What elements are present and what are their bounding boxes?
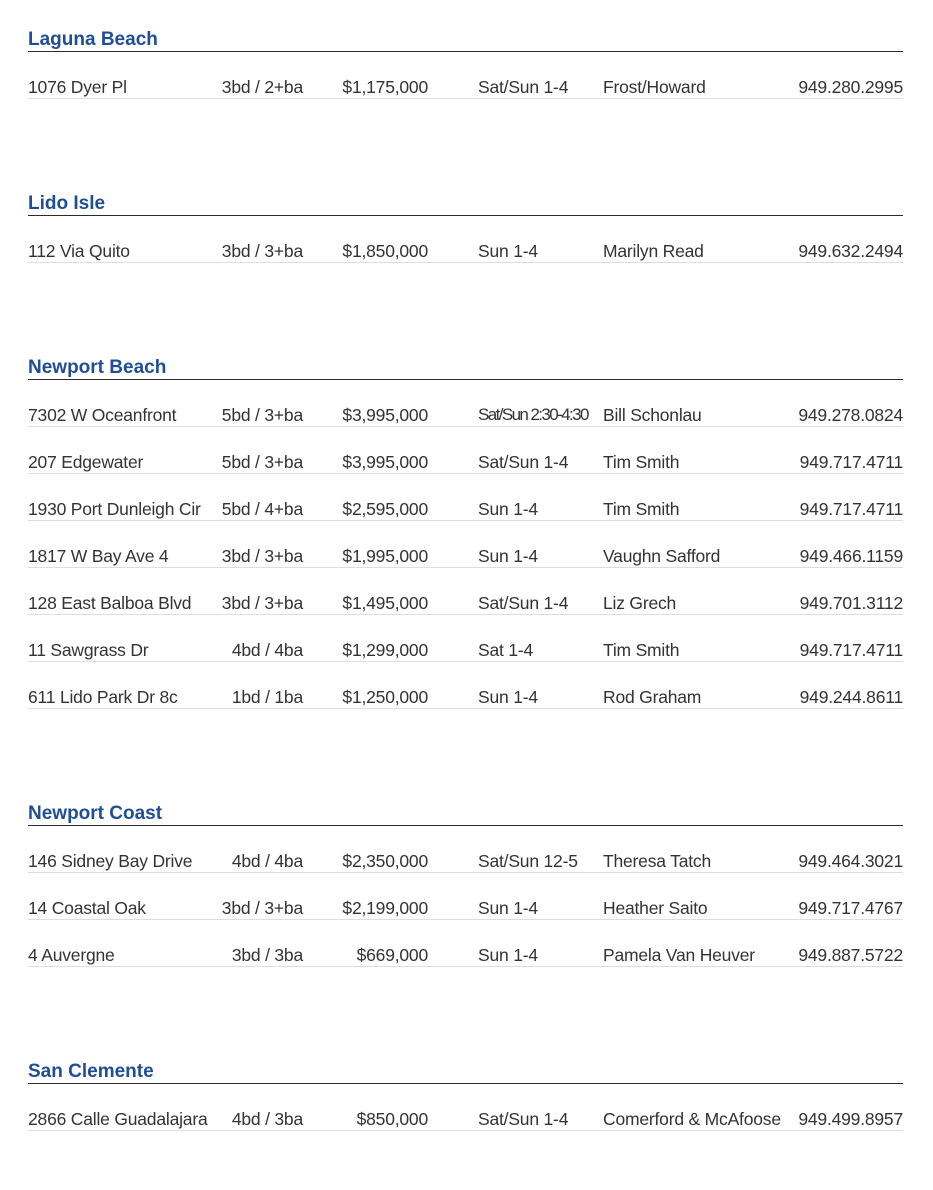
listing-phone: 949.278.0824 bbox=[798, 405, 903, 425]
listing-row bbox=[28, 615, 903, 662]
listing-beds-baths: 3bd / 3+ba bbox=[221, 241, 303, 261]
section-newport-coast bbox=[28, 803, 903, 967]
listing-open-house-time: Sun 1-4 bbox=[478, 241, 538, 261]
listing-open-house-time: Sat/Sun 12-5 bbox=[478, 851, 578, 871]
listing-row bbox=[28, 1084, 903, 1131]
listing-open-house-time: Sun 1-4 bbox=[478, 546, 538, 566]
listing-price: $1,495,000 bbox=[342, 593, 428, 613]
listing-beds-baths: 4bd / 4ba bbox=[231, 640, 303, 660]
listing-price: $3,995,000 bbox=[342, 405, 428, 425]
section-title: Newport Coast bbox=[28, 803, 163, 824]
listing-open-house-time: Sun 1-4 bbox=[478, 898, 538, 918]
listing-beds-baths: 4bd / 3ba bbox=[231, 1109, 303, 1129]
listing-price: $2,595,000 bbox=[342, 499, 428, 519]
section-header bbox=[28, 803, 903, 826]
listing-beds-baths: 5bd / 4+ba bbox=[221, 499, 303, 519]
section-title: Laguna Beach bbox=[28, 29, 158, 50]
listing-phone: 949.466.1159 bbox=[799, 546, 903, 566]
listing-price: $3,995,000 bbox=[342, 452, 428, 472]
listing-beds-baths: 5bd / 3+ba bbox=[221, 405, 303, 425]
listing-agent: Theresa Tatch bbox=[603, 851, 711, 871]
listing-agent: Pamela Van Heuver bbox=[603, 945, 755, 965]
listing-beds-baths: 3bd / 3ba bbox=[231, 945, 303, 965]
listing-phone: 949.701.3112 bbox=[799, 593, 903, 613]
listing-price: $850,000 bbox=[356, 1109, 428, 1129]
listing-open-house-time: Sat/Sun 1-4 bbox=[478, 1109, 569, 1129]
listing-agent: Tim Smith bbox=[603, 640, 680, 660]
listing-price: $1,299,000 bbox=[342, 640, 428, 660]
listing-row bbox=[28, 380, 903, 427]
listing-beds-baths: 3bd / 3+ba bbox=[221, 593, 303, 613]
section-newport-beach bbox=[28, 357, 903, 709]
listing-address: 1817 W Bay Ave 4 bbox=[28, 546, 169, 566]
listing-beds-baths: 3bd / 3+ba bbox=[221, 898, 303, 918]
listing-address: 1930 Port Dunleigh Cir bbox=[28, 499, 201, 519]
listing-address: 146 Sidney Bay Drive bbox=[28, 851, 193, 871]
listing-phone: 949.717.4711 bbox=[799, 452, 903, 472]
listing-address: 112 Via Quito bbox=[28, 241, 130, 261]
listing-price: $1,850,000 bbox=[342, 241, 428, 261]
listing-row bbox=[28, 521, 903, 568]
listing-address: 611 Lido Park Dr 8c bbox=[28, 687, 178, 707]
listing-phone: 949.464.3021 bbox=[798, 851, 903, 871]
listing-row bbox=[28, 826, 903, 873]
listing-address: 128 East Balboa Blvd bbox=[28, 593, 192, 613]
listing-phone: 949.280.2995 bbox=[798, 77, 903, 97]
listing-beds-baths: 1bd / 1ba bbox=[231, 687, 303, 707]
listing-address: 14 Coastal Oak bbox=[28, 898, 146, 918]
section-lido-isle bbox=[28, 193, 903, 263]
listing-row bbox=[28, 474, 903, 521]
listing-phone: 949.717.4711 bbox=[799, 640, 903, 660]
listing-address: 1076 Dyer Pl bbox=[28, 77, 127, 97]
section-title: Newport Beach bbox=[28, 357, 167, 378]
listing-open-house-time: Sat 1-4 bbox=[478, 640, 534, 660]
listing-beds-baths: 4bd / 4ba bbox=[231, 851, 303, 871]
listing-open-house-time: Sat/Sun 2:30-4:30 bbox=[478, 405, 588, 424]
listing-row bbox=[28, 662, 903, 709]
section-title: San Clemente bbox=[28, 1061, 154, 1082]
listing-phone: 949.717.4767 bbox=[798, 898, 903, 918]
listing-row bbox=[28, 427, 903, 474]
section-header bbox=[28, 193, 903, 216]
listing-price: $2,350,000 bbox=[342, 851, 428, 871]
listing-phone: 949.499.8957 bbox=[798, 1109, 903, 1129]
listing-agent: Rod Graham bbox=[603, 687, 702, 707]
listing-phone: 949.632.2494 bbox=[798, 241, 903, 261]
listing-row bbox=[28, 568, 903, 615]
listing-open-house-time: Sat/Sun 1-4 bbox=[478, 452, 569, 472]
listing-address: 7302 W Oceanfront bbox=[28, 405, 177, 425]
listing-address: 207 Edgewater bbox=[28, 452, 144, 472]
listing-phone: 949.244.8611 bbox=[799, 687, 903, 707]
listing-price: $2,199,000 bbox=[342, 898, 428, 918]
section-san-clemente bbox=[28, 1061, 903, 1131]
listing-agent: Vaughn Safford bbox=[603, 546, 721, 566]
listing-row bbox=[28, 216, 903, 263]
listing-price: $1,250,000 bbox=[342, 687, 428, 707]
listing-agent: Heather Saito bbox=[603, 898, 708, 918]
listing-agent: Liz Grech bbox=[603, 593, 677, 613]
listing-agent: Bill Schonlau bbox=[603, 405, 702, 425]
listing-beds-baths: 5bd / 3+ba bbox=[221, 452, 303, 472]
listing-agent: Tim Smith bbox=[603, 452, 680, 472]
listing-agent: Tim Smith bbox=[603, 499, 680, 519]
listing-row bbox=[28, 920, 903, 967]
listing-open-house-time: Sun 1-4 bbox=[478, 499, 538, 519]
section-header bbox=[28, 29, 903, 52]
listing-price: $1,995,000 bbox=[342, 546, 428, 566]
listing-row bbox=[28, 873, 903, 920]
listing-price: $669,000 bbox=[356, 945, 428, 965]
listing-open-house-time: Sat/Sun 1-4 bbox=[478, 593, 569, 613]
listing-agent: Frost/Howard bbox=[603, 77, 706, 97]
listing-beds-baths: 3bd / 3+ba bbox=[221, 546, 303, 566]
listing-open-house-time: Sun 1-4 bbox=[478, 687, 538, 707]
listing-open-house-time: Sat/Sun 1-4 bbox=[478, 77, 569, 97]
section-laguna-beach bbox=[28, 29, 903, 99]
listing-open-house-time: Sun 1-4 bbox=[478, 945, 538, 965]
listing-address: 2866 Calle Guadalajara bbox=[28, 1109, 208, 1129]
listing-price: $1,175,000 bbox=[342, 77, 428, 97]
section-title: Lido Isle bbox=[28, 193, 106, 214]
listing-row bbox=[28, 52, 903, 99]
listing-address: 4 Auvergne bbox=[28, 945, 115, 965]
section-header bbox=[28, 357, 903, 380]
listing-agent: Marilyn Read bbox=[603, 241, 704, 261]
listing-phone: 949.887.5722 bbox=[798, 945, 903, 965]
listing-address: 11 Sawgrass Dr bbox=[28, 640, 149, 660]
listing-agent: Comerford & McAfoose bbox=[603, 1109, 781, 1129]
section-header bbox=[28, 1061, 903, 1084]
listing-phone: 949.717.4711 bbox=[799, 499, 903, 519]
listing-beds-baths: 3bd / 2+ba bbox=[221, 77, 303, 97]
